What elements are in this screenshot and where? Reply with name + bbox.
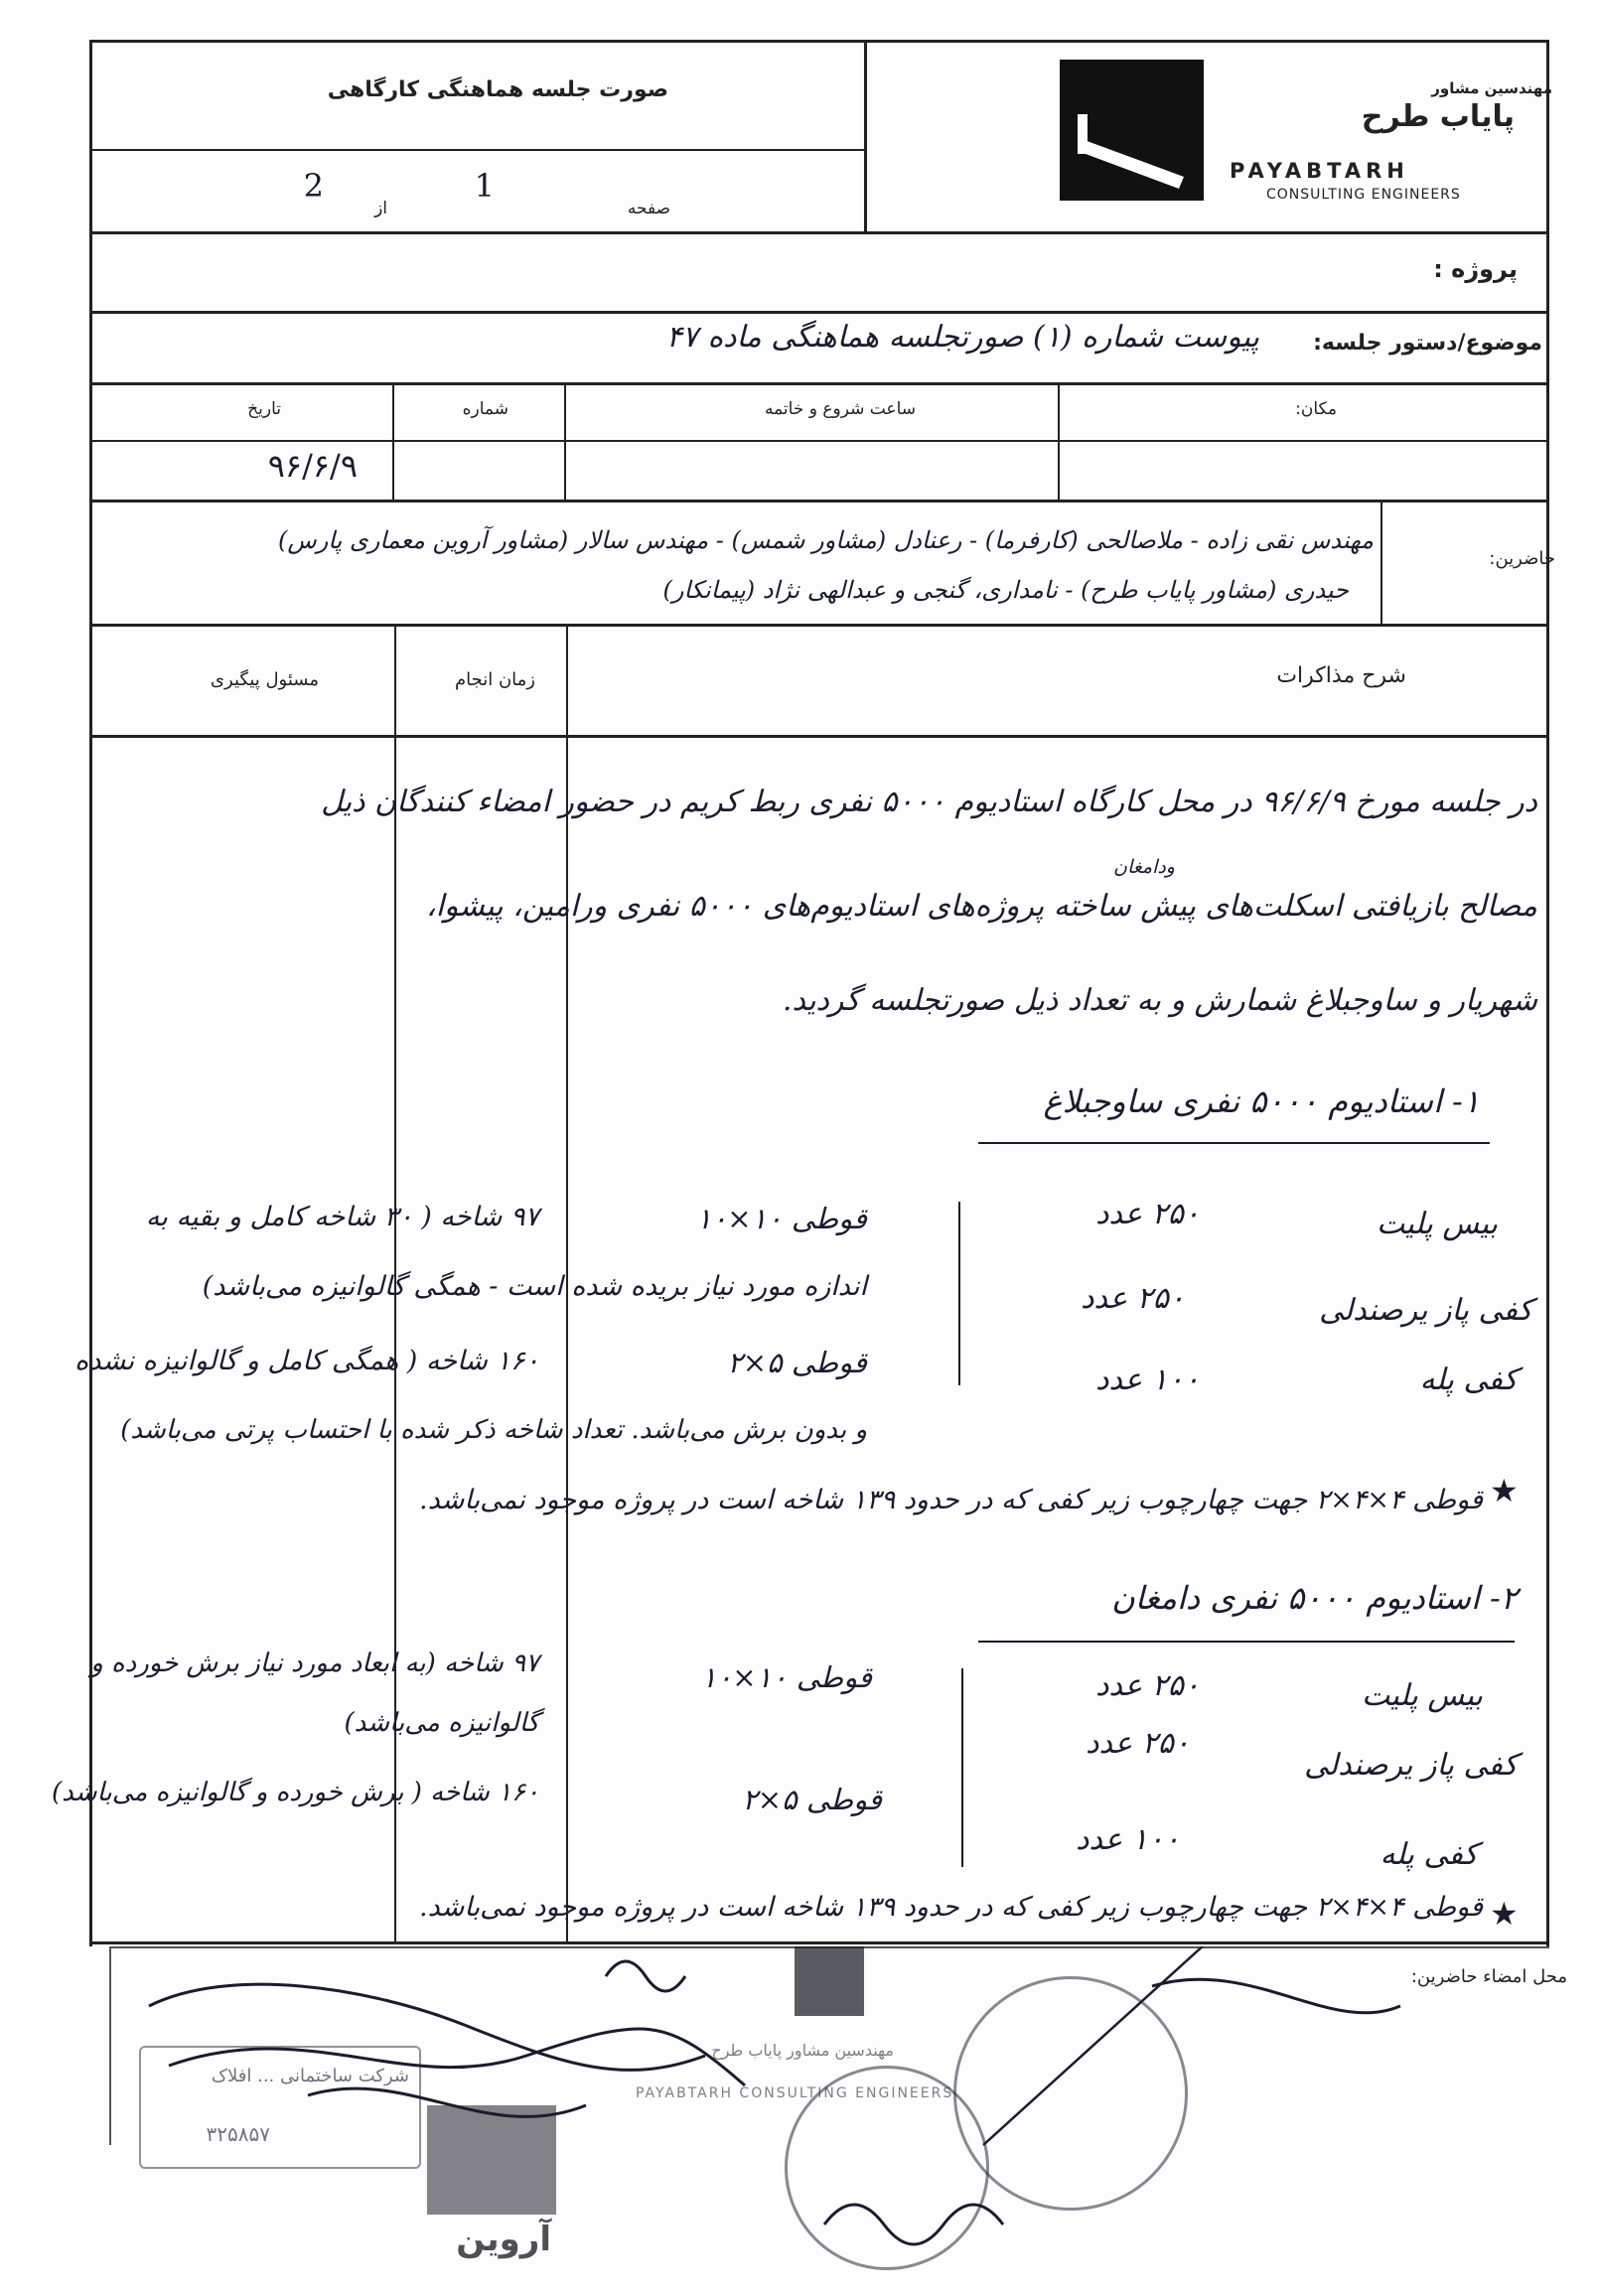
form-title: صورت جلسه هماهنگی کارگاهی	[327, 77, 668, 102]
body-intro-line-3: شهریار و ساوجبلاغ شمارش و به تعداد ذیل صورتجلسه گردید.	[782, 983, 1537, 1018]
signatures-label: محل امضاء حاضرین:	[1410, 1966, 1567, 1987]
payabtarh-logo-mark	[1060, 60, 1204, 201]
date-value: ۹۶/۶/۹	[267, 447, 358, 485]
s1-a-desc-1: ۹۷ شاخه ( ۳۰ شاخه کامل و بقیه به	[145, 1202, 539, 1232]
place-label: مکان:	[1295, 399, 1337, 419]
date-label: تاریخ	[247, 399, 281, 419]
frame-top	[89, 40, 1549, 43]
s1-item-3-label: کفی پله	[1419, 1363, 1518, 1397]
section-2-bracket	[961, 1668, 963, 1867]
column-time-header: زمان انجام	[454, 669, 535, 690]
attendees-label: حاضرین:	[1489, 548, 1555, 569]
s2-a-desc-2: گالوانیزه می‌باشد)	[344, 1708, 539, 1738]
s1-item-2-label: کفی پاز یرصندلی	[1319, 1293, 1532, 1328]
s1-a-profile: قوطی ۱۰×۱۰	[696, 1202, 867, 1235]
s2-a-desc-1: ۹۷ شاخه (به ابعاد مورد نیاز برش خورده و	[90, 1649, 539, 1678]
s2-b-desc-1: ۱۶۰ شاخه ( برش خورده و گالوانیزه می‌باشد)	[51, 1778, 539, 1807]
logo-fa-small: مهندسین مشاور	[1431, 79, 1552, 97]
s1-item-2-qty: ۲۵۰ عدد	[1081, 1281, 1185, 1316]
s1-item-1-qty: ۲۵۰ عدد	[1095, 1197, 1200, 1231]
header-mid-line	[89, 149, 864, 151]
section-1-underline	[978, 1142, 1490, 1144]
logo-en-small: CONSULTING ENGINEERS	[1266, 187, 1461, 203]
section-2-title: ۲- استادیوم ۵۰۰۰ نفری دامغان	[1111, 1579, 1518, 1617]
meta-v2	[564, 382, 566, 502]
time-label: ساعت شروع و خاتمه	[764, 399, 916, 419]
subject-label: موضوع/دستور جلسه:	[1313, 331, 1542, 356]
s2-item-3-label: کفی پله	[1379, 1837, 1478, 1872]
logo-slash-icon	[1060, 60, 1204, 201]
column-responsible-header: مسئول پیگیری	[210, 669, 319, 690]
page-of-label: از	[374, 199, 387, 218]
subject-value: پیوست شماره (۱) صورتجلسه هماهنگی ماده ۴۷	[665, 320, 1259, 355]
attendees-line-1: مهندس نقی زاده - ملاصالحی (کارفرما) - رعنادل (مشاور شمس) - مهندس سالار (مشاور آروین معماری پارس)	[278, 526, 1374, 554]
attendees-bottom-line	[89, 624, 1549, 627]
company-stamp-name: شرکت ساختمانی ... افلاک	[211, 2066, 409, 2086]
s1-star-note: قوطی ۴×۴×۲ جهت چهارچوب زیر کفی که در حدود ۱۳۹ شاخه است در پروژه موجود نمی‌باشد.	[419, 1485, 1483, 1515]
s1-item-1-label: بیس پلیت	[1377, 1207, 1498, 1241]
project-label: پروژه :	[1433, 255, 1518, 283]
header-divider	[864, 40, 867, 233]
body-intro-note: ودامغان	[1112, 856, 1175, 878]
section-1-bracket	[958, 1202, 960, 1385]
page-total: 2	[303, 167, 324, 205]
signature-scribbles	[109, 1946, 1549, 2284]
s2-star-icon: ★	[1490, 1895, 1519, 1933]
number-label: شماره	[462, 399, 508, 419]
header-bottom-line	[89, 231, 1549, 234]
meta-bottom-line	[89, 500, 1549, 502]
section-1-title: ۱- استادیوم ۵۰۰۰ نفری ساوجبلاغ	[1043, 1082, 1480, 1120]
column-desc-header: شرح مذاکرات	[1276, 663, 1406, 688]
s2-b-profile: قوطی ۵×۲	[742, 1783, 882, 1816]
s2-item-2-qty: ۲۵۰ عدد	[1086, 1726, 1190, 1761]
s1-star-icon: ★	[1490, 1472, 1519, 1509]
s1-item-3-qty: ۱۰۰ عدد	[1095, 1363, 1200, 1397]
meta-header-line	[89, 440, 1549, 442]
payab-stamp-fa: مهندسین مشاور پایاب طرح	[711, 2041, 894, 2060]
section-2-underline	[978, 1641, 1515, 1643]
frame-right	[1546, 40, 1549, 1946]
subject-bottom-line	[89, 382, 1549, 385]
s1-a-desc-2: اندازه مورد نیاز بریده شده است - همگی گالوانیزه می‌باشد)	[202, 1271, 867, 1302]
s2-item-1-qty: ۲۵۰ عدد	[1095, 1668, 1200, 1703]
s2-item-3-qty: ۱۰۰ عدد	[1076, 1822, 1180, 1857]
project-bottom-line	[89, 311, 1549, 314]
s2-star-note: قوطی ۴×۴×۲ جهت چهارچوب زیر کفی که در حدود ۱۳۹ شاخه است در پروژه موجود نمی‌باشد.	[419, 1892, 1483, 1923]
arvin-logo-text: آروین	[456, 2220, 551, 2259]
meta-v3	[1058, 382, 1060, 502]
s1-b-profile: قوطی ۵×۲	[727, 1346, 867, 1379]
meta-v1	[392, 382, 394, 502]
s1-b-desc-2: و بدون برش می‌باشد. تعداد شاخه ذکر شده با احتساب پرتی می‌باشد)	[120, 1415, 867, 1445]
body-intro-line-1: در جلسه مورخ ۹۶/۶/۹ در محل کارگاه استادیوم ۵۰۰۰ نفری ربط کریم در حضور امضاء کنندگان ذیل	[321, 785, 1537, 819]
s1-b-desc-1: ۱۶۰ شاخه ( همگی کامل و گالوانیزه نشده	[74, 1346, 539, 1376]
s2-a-profile: قوطی ۱۰×۱۰	[701, 1660, 872, 1694]
s2-item-2-label: کفی پاز یرصندلی	[1304, 1748, 1518, 1783]
page-label: صفحه	[627, 199, 670, 218]
logo-en-big: PAYABTARH	[1230, 159, 1409, 183]
attendees-line-2: حیدری (مشاور پایاب طرح) - نامداری، گنجی و عبدالهی نژاد (پیمانکار)	[662, 576, 1349, 604]
s2-item-1-label: بیس پلیت	[1362, 1678, 1483, 1713]
body-intro-line-2: مصالح بازیافتی اسکلت‌های پیش ساخته پروژه‌های استادیوم‌های ۵۰۰۰ نفری ورامین، پیشوا،	[425, 889, 1537, 924]
attendees-v	[1380, 500, 1382, 627]
columns-header-line	[89, 735, 1549, 738]
logo-fa-big: پایاب طرح	[1361, 99, 1515, 134]
company-stamp-number: ۳۲۵۸۵۷	[206, 2122, 270, 2146]
payab-stamp-en: PAYABTARH CONSULTING ENGINEERS	[636, 2085, 954, 2101]
page-number: 1	[474, 167, 495, 205]
